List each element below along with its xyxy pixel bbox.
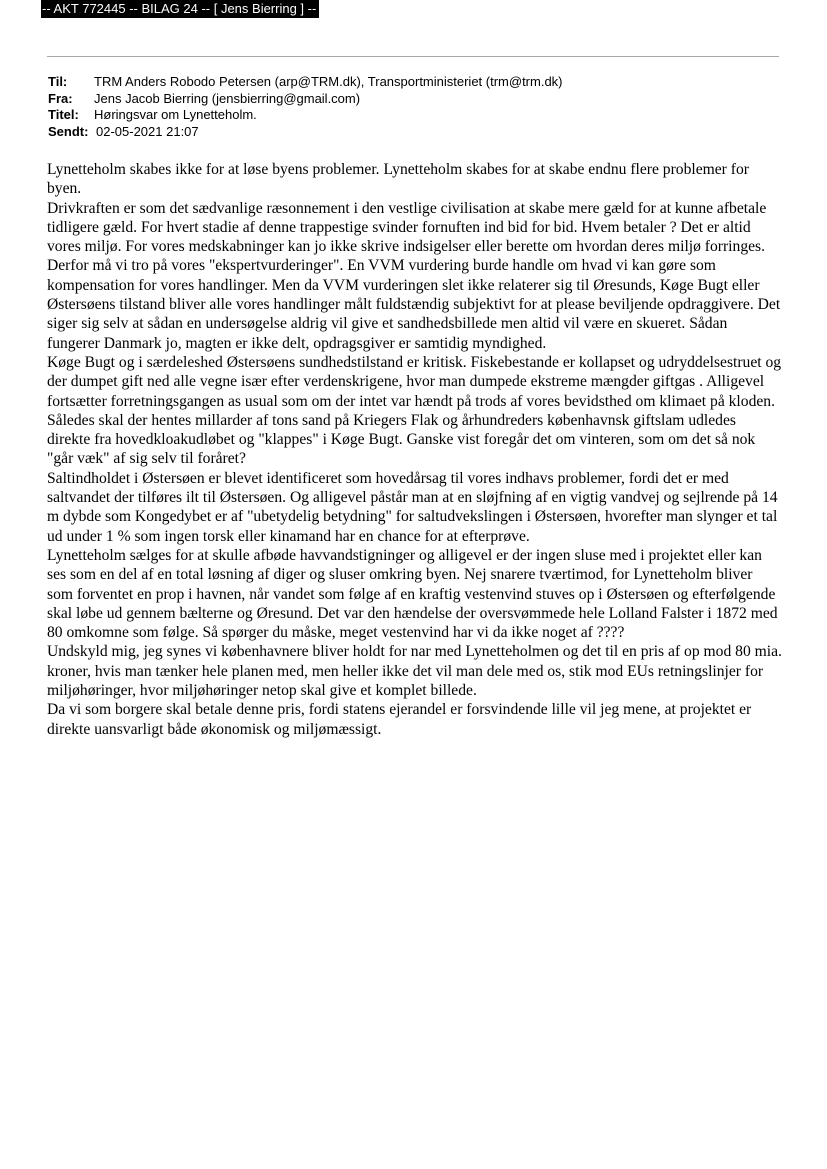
from-value: Jens Jacob Bierring (jensbierring@gmail.com) (94, 90, 361, 106)
from-label: Fra: (48, 90, 73, 106)
header-divider (47, 56, 779, 57)
document-banner: -- AKT 772445 -- BILAG 24 -- [ Jens Bierring ] -- (41, 0, 319, 18)
body-paragraph: Saltindholdet i Østersøen er blevet identificeret som hovedårsag til vores indhavs problemer, fordi det er med saltvandet der tilføres ilt til Østersøen. Og alligevel påstår man at en sløjfning af en vigtig vandvej og sejlrende på 14 m dybde som Kongedybet er af "ubetydelig betydning" for saltudvekslingen i Østersøen, hvorefter man slynger et tal ud under 1 % som ingen torsk eller kinamand har en chance for at efterprøve. (47, 469, 778, 545)
email-body (47, 160, 782, 739)
title-label: Titel: (48, 107, 79, 122)
to-value: TRM Anders Robodo Petersen (arp@TRM.dk), Transportministeriet (trm@trm.dk) (94, 74, 563, 89)
body-paragraph: Derfor må vi tro på vores "ekspertvurderinger". En VVM vurdering burde handle om hvad vi kan gøre som kompensation for vores handlinger. Men da VVM vurderingen slet ikke relaterer sig til Øresunds, Køge Bugt eller Østersøens tilstand bliver alle vores handlinger målt fuldstændig subjektivt for at please beviljende opdraggivere. Det siger sig selv at sådan en undersøgelse aldrig vil give et sandhedsbillede men altid vil være en skueret. Sådan fungerer Danmark jo, magten er ikke delt, opdragsgiver er samtidig myndighed. (47, 257, 781, 352)
sent-label: Sendt: (48, 123, 89, 139)
sent-row (48, 124, 563, 141)
title-row (48, 107, 563, 124)
to-row (48, 74, 563, 91)
body-paragraph: Således skal der hentes millarder af tons sand på Kriegers Flak og århundreders københavnsk giftslam udledes direkte fra hovedkloakudløbet og "klappes" i Køge Bugt. Ganske vist foregår det om vinteren, som om det så nok "går væk" af sig selv til foråret? (47, 411, 756, 468)
body-paragraph: Lynetteholm sælges for at skulle afbøde havvandstigninger og alligevel er der ingen sluse med i projektet eller kan ses som en del af en total løsning af diger og sluser omkring byen. Nej snarere tværtimod, for Lynetteholm bliver som forventet en prop i havnen, når vandet som følge af en kraftig vestenvind stuves op i Østersøen og efterfølgende skal løbe ud gennem bælterne og Øresund. Det var den hændelse der oversvømmede hele Lolland Falster i 1872 med 80 omkomne som følge. Så spørger du måske, meget vestenvind har vi da ikke noget af ???? (47, 546, 778, 642)
email-header (48, 74, 563, 140)
body-paragraph: Da vi som borgere skal betale denne pris, fordi statens ejerandel er forsvindende lille vil jeg mene, at projektet er direkte uansvarligt både økonomisk og miljømæssigt. (47, 701, 752, 738)
title-value: Høringsvar om Lynetteholm. (94, 107, 257, 122)
body-paragraph: Køge Bugt og i særdeleshed Østersøens sundhedstilstand er kritisk. Fiskebestande er kollapset og udryddelsestruet og der dumpet gift ned alle vegne især efter verdenskrigene, hvor man dumpede ekstreme mængder giftgas . Alligevel fortsætter forretningsgangen as usual som om der intet var hændt på trods af vores bevidsthed om klimaet på kloden. (47, 353, 782, 410)
body-paragraph: Undskyld mig, jeg synes vi københavnere bliver holdt for nar med Lynetteholmen og det til en pris af op mod 80 mia. kroner, hvis man tænker hele planen med, men heller ikke det vil man dele med os, stik mod EUs retningslinjer for miljøhøringer, hvor miljøhøringer netop skal give et komplet billede. (47, 643, 782, 700)
from-row (48, 91, 563, 108)
to-label: Til: (48, 74, 68, 89)
body-paragraph: Lynetteholm skabes ikke for at løse byens problemer. Lynetteholm skabes for at skabe endnu flere problemer for byen. (47, 161, 749, 198)
body-paragraph: Drivkraften er som det sædvanlige ræsonnement i den vestlige civilisation at skabe mere gæld for at kunne afbetale tidligere gæld. For hvert stadie af denne trappestige svinder fornuften ind bid for bid. Hvem betaler ? Det er altid vores miljø. For vores medskabninger kan jo ikke skrive indsigelser eller berette om hvordan deres miljø forringes. (47, 199, 767, 256)
sent-value: 02-05-2021 21:07 (96, 123, 199, 139)
